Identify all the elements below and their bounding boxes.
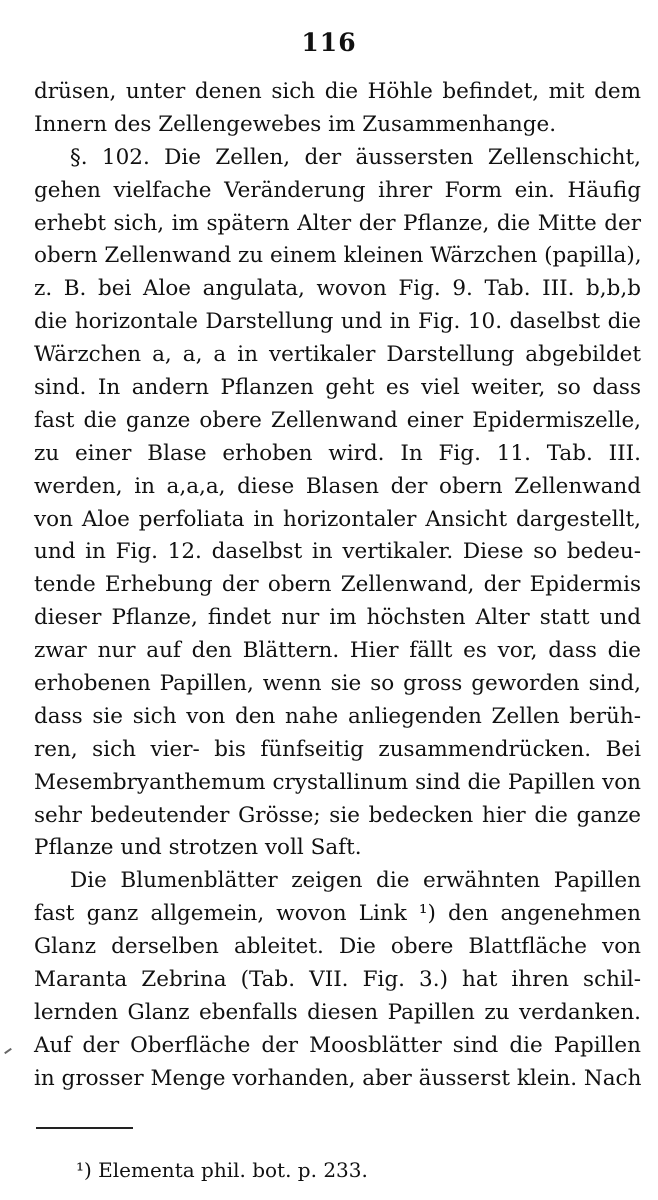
text-line: Glanz derselben ableitet. Die obere Blattfläche von bbox=[34, 934, 641, 960]
text-line: obern Zellenwand zu einem kleinen Wärzchen (papilla), bbox=[34, 243, 642, 269]
text-line: sehr bedeutender Grösse; sie bedecken hier die ganze bbox=[34, 802, 641, 828]
text-line: ren, sich vier- bis fünfseitig zusammendrücken. Bei bbox=[34, 736, 641, 762]
text-line: lernden Glanz ebenfalls diesen Papillen zu verdanken. bbox=[34, 999, 641, 1025]
print-speck bbox=[4, 1048, 12, 1054]
text-line: zu einer Blase erhoben wird. In Fig. 11. Tab. III. bbox=[34, 440, 641, 466]
text-line: §. 102. Die Zellen, der äussersten Zellenschicht, bbox=[70, 144, 641, 170]
text-line: z. B. bei Aloe angulata, wovon Fig. 9. Tab. III. b,b,b bbox=[34, 276, 641, 302]
text-line: werden, in a,a,a, diese Blasen der obern Zellenwand bbox=[34, 473, 641, 499]
text-line: in grosser Menge vorhanden, aber äusserst klein. Nach bbox=[34, 1065, 642, 1091]
footnote: ¹) Elementa phil. bot. p. 233. bbox=[76, 1158, 368, 1182]
text-line: dass sie sich von den nahe anliegenden Zellen berüh- bbox=[34, 703, 641, 729]
text-line: fast ganz allgemein, wovon Link ¹) den angenehmen bbox=[34, 901, 641, 927]
text-line: Mesembryanthemum crystallinum sind die Papillen von bbox=[34, 769, 641, 795]
text-line: Wärzchen a, a, a in vertikaler Darstellung abgebildet bbox=[34, 342, 641, 368]
text-line: erhobenen Papillen, wenn sie so gross geworden sind, bbox=[34, 671, 641, 697]
text-line: die horizontale Darstellung und in Fig. 10. daselbst die bbox=[34, 309, 641, 335]
page-number: 116 bbox=[301, 28, 357, 57]
text-line: Auf der Oberfläche der Moosblätter sind die Papillen bbox=[34, 1032, 641, 1058]
text-line: Pflanze und strotzen voll Saft. bbox=[34, 835, 362, 861]
footnote-divider bbox=[36, 1127, 133, 1129]
text-line: zwar nur auf den Blättern. Hier fällt es vor, dass die bbox=[34, 638, 641, 664]
text-line: Maranta Zebrina (Tab. VII. Fig. 3.) hat ihren schil- bbox=[34, 967, 641, 993]
text-line: tende Erhebung der obern Zellenwand, der Epidermis bbox=[34, 572, 641, 598]
text-line: sind. In andern Pflanzen geht es viel weiter, so dass bbox=[34, 375, 641, 401]
text-line: drüsen, unter denen sich die Höhle befindet, mit dem bbox=[34, 79, 641, 104]
text-line: fast die ganze obere Zellenwand einer Epidermiszelle, bbox=[34, 407, 641, 433]
text-line: erhebt sich, im spätern Alter der Pflanze, die Mitte der bbox=[34, 210, 641, 236]
text-line: dieser Pflanze, findet nur im höchsten Alter statt und bbox=[34, 605, 641, 631]
body-text bbox=[34, 76, 641, 1096]
text-line: Innern des Zellengewebes im Zusammenhange. bbox=[34, 111, 557, 137]
text-line: und in Fig. 12. daselbst in vertikaler. Diese so bedeu- bbox=[34, 539, 641, 565]
text-line: von Aloe perfoliata in horizontaler Ansicht dargestellt, bbox=[34, 506, 641, 532]
text-line: Die Blumenblätter zeigen die erwähnten Papillen bbox=[70, 868, 641, 894]
text-line: gehen vielfache Veränderung ihrer Form ein. Häufig bbox=[34, 177, 641, 203]
